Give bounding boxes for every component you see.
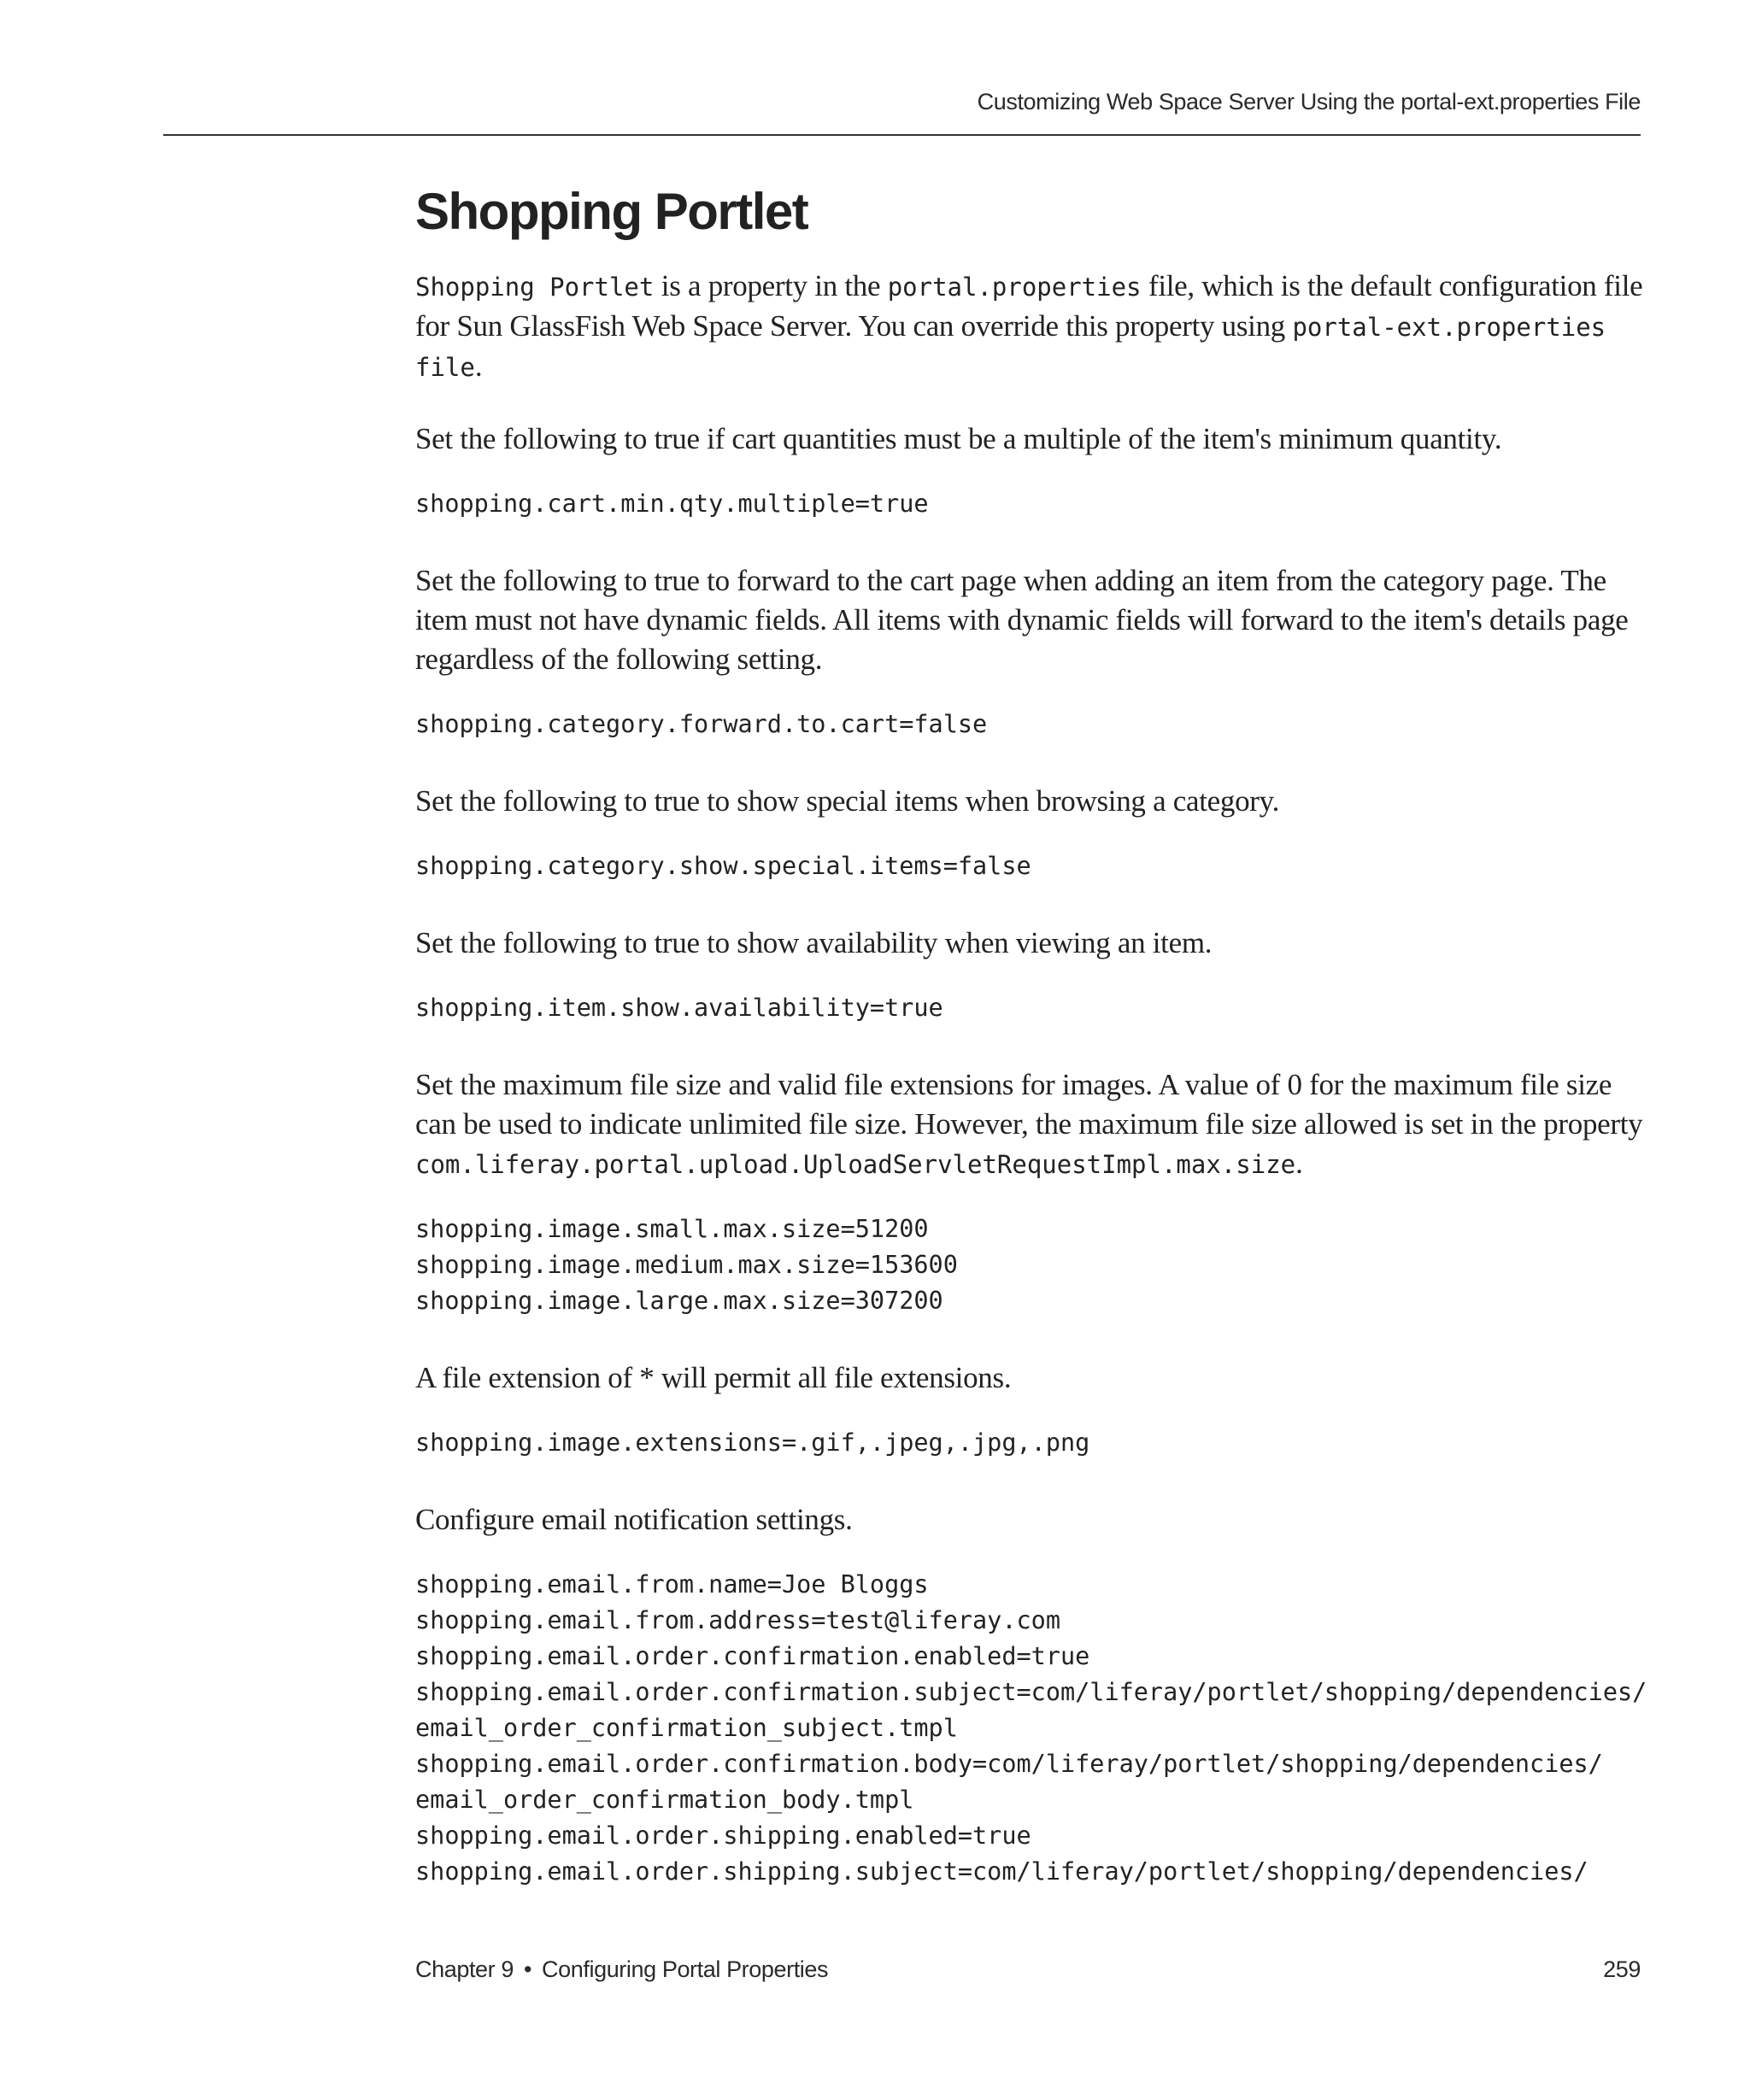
footer-chapter	[415, 1956, 828, 1983]
code-line: shopping.category.show.special.items=false	[415, 852, 1031, 880]
body-paragraph: Set the following to true to forward to the cart page when adding an item from the category page. The item must not have dynamic fields. All items with dynamic fields will forward to the item's details page regardless of the following setting.	[415, 564, 1629, 676]
code-block	[415, 990, 1646, 1026]
code-line: shopping.image.medium.max.size=153600	[415, 1251, 958, 1279]
intro-text: .	[474, 349, 483, 383]
max-size-paragraph	[415, 1065, 1646, 1184]
code-line: shopping.email.order.shipping.subject=com/liferay/portlet/shopping/dependencies/	[415, 1857, 1589, 1886]
code-block	[415, 848, 1646, 884]
code-line: shopping.item.show.availability=true	[415, 994, 943, 1022]
code-line: shopping.email.order.confirmation.body=com/liferay/portlet/shopping/dependencies/	[415, 1750, 1603, 1778]
code-line: shopping.email.order.confirmation.enabled=true	[415, 1642, 1090, 1670]
code-line: shopping.image.extensions=.gif,.jpeg,.jpg,.png	[415, 1428, 1090, 1457]
running-header: Customizing Web Space Server Using the portal-ext.properties File	[977, 89, 1641, 114]
inline-code: portal-ext.properties file	[415, 313, 1606, 382]
section-title: Shopping Portlet	[415, 183, 808, 240]
body-paragraph: Set the following to true to show special items when browsing a category.	[415, 784, 1280, 818]
content-blocks	[415, 1211, 1646, 1890]
code-line: shopping.email.from.address=test@liferay.com	[415, 1606, 1060, 1634]
code-line: email_order_confirmation_body.tmpl	[415, 1786, 914, 1814]
code-block	[415, 1211, 1646, 1319]
body-paragraph: Set the following to true to show availability when viewing an item.	[415, 926, 1213, 959]
paragraph-text: Set the maximum file size and valid file extensions for images. A value of 0 for the maximum file size can be used to indicate unlimited file size. However, the maximum file size allowed is set in the property	[415, 1068, 1643, 1141]
body-paragraph: Set the following to true if cart quantities must be a multiple of the item's minimum quantity.	[415, 422, 1502, 455]
page-content	[415, 181, 1646, 1929]
code-block	[415, 707, 1646, 742]
paragraph-text: .	[1295, 1147, 1303, 1180]
code-line: shopping.email.from.name=Joe Bloggs	[415, 1570, 929, 1598]
code-line: email_order_confirmation_subject.tmpl	[415, 1714, 958, 1742]
intro-text: file, which is the default configuration file for Sun GlassFish Web Space Server. You can override this property using	[415, 269, 1643, 343]
intro-paragraph	[415, 267, 1646, 387]
header-rule	[163, 134, 1641, 136]
inline-code: portal.properties	[887, 273, 1142, 302]
intro-text: is a property in the	[654, 269, 888, 302]
code-block	[415, 1567, 1646, 1890]
code-block	[415, 1425, 1646, 1461]
body-paragraph: Configure email notification settings.	[415, 1503, 853, 1536]
footer-chapter-title: Configuring Portal Properties	[542, 1956, 829, 1982]
footer-separator: •	[523, 1956, 532, 1982]
code-line: shopping.email.order.shipping.enabled=true	[415, 1821, 1031, 1850]
inline-code: com.liferay.portal.upload.UploadServletRequestImpl.max.size	[415, 1150, 1296, 1179]
code-line: shopping.image.large.max.size=307200	[415, 1287, 943, 1315]
code-block	[415, 486, 1646, 522]
code-line: shopping.category.forward.to.cart=false	[415, 710, 988, 738]
code-line: shopping.image.small.max.size=51200	[415, 1215, 929, 1243]
content-blocks	[415, 419, 1646, 1026]
footer-chapter-number: Chapter 9	[415, 1956, 514, 1982]
inline-code: Shopping Portlet	[415, 273, 655, 302]
body-paragraph: A file extension of * will permit all file extensions.	[415, 1361, 1012, 1394]
code-line: shopping.email.order.confirmation.subject=com/liferay/portlet/shopping/dependencies/	[415, 1678, 1647, 1706]
page-number: 259	[1603, 1956, 1641, 1982]
code-line: shopping.cart.min.qty.multiple=true	[415, 490, 929, 518]
